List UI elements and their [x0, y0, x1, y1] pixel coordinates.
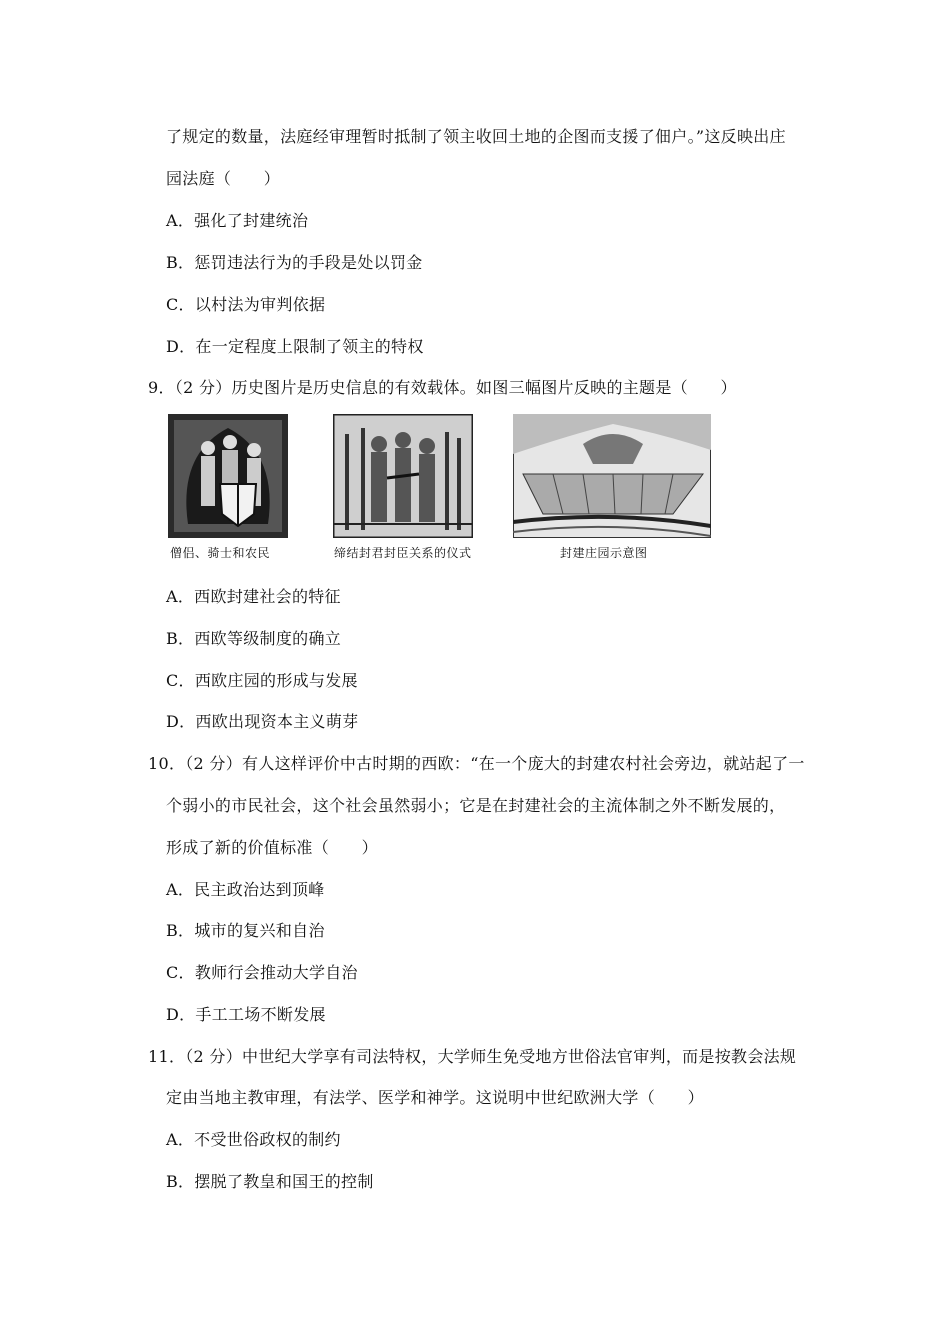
q8-option-c[interactable]: C．以村法为审判依据 [166, 295, 326, 314]
q11-stem-line-1: 11．（2 分）中世纪大学享有司法特权，大学师生免受地方世俗法官审判，而是按教会法规 [148, 1047, 797, 1066]
q9-figure-manor-diagram [513, 414, 711, 538]
q10-stem-line-3: 形成了新的价值标准（ ） [166, 838, 378, 857]
q9-figure-monk-knight-peasant [168, 414, 288, 538]
q11-stem-line-2: 定由当地主教审理，有法学、医学和神学。这说明中世纪欧洲大学（ ） [166, 1088, 704, 1107]
q10-stem-line-2: 个弱小的市民社会，这个社会虽然弱小；它是在封建社会的主流体制之外不断发展的， [166, 796, 786, 815]
q10-stem-line-1: 10．（2 分）有人这样评价中古时期的西欧：“在一个庞大的封建农村社会旁边，就站起了一 [148, 754, 805, 773]
q9-option-a[interactable]: A．西欧封建社会的特征 [166, 587, 341, 606]
q9-caption-1: 僧侣、骑士和农民 [170, 546, 271, 560]
q10-option-b[interactable]: B．城市的复兴和自治 [166, 921, 325, 940]
q8-option-d[interactable]: D．在一定程度上限制了领主的特权 [166, 337, 424, 356]
q9-stem: 9．（2 分）历史图片是历史信息的有效载体。如图三幅图片反映的主题是（ ） [148, 378, 737, 397]
q9-caption-3: 封建庄园示意图 [560, 546, 648, 560]
q8-stem-line-1: 了规定的数量，法庭经审理暂时抵制了领主收回土地的企图而支援了佃户。”这反映出庄 [166, 127, 786, 146]
q8-option-b[interactable]: B．惩罚违法行为的手段是处以罚金 [166, 253, 423, 272]
q9-figure-vassalage-ceremony [333, 414, 473, 538]
q11-option-b[interactable]: B．摆脱了教皇和国王的控制 [166, 1172, 374, 1191]
q10-option-d[interactable]: D．手工工场不断发展 [166, 1005, 326, 1024]
q8-option-a[interactable]: A．强化了封建统治 [166, 211, 309, 230]
q9-option-c[interactable]: C．西欧庄园的形成与发展 [166, 671, 358, 690]
q11-option-a[interactable]: A．不受世俗政权的制约 [166, 1130, 341, 1149]
q9-caption-2: 缔结封君封臣关系的仪式 [334, 546, 472, 560]
q10-option-a[interactable]: A．民主政治达到顶峰 [166, 880, 325, 899]
q10-option-c[interactable]: C．教师行会推动大学自治 [166, 963, 358, 982]
q9-option-d[interactable]: D．西欧出现资本主义萌芽 [166, 712, 359, 731]
q9-option-b[interactable]: B．西欧等级制度的确立 [166, 629, 342, 648]
q8-stem-line-2: 园法庭（ ） [166, 169, 281, 188]
